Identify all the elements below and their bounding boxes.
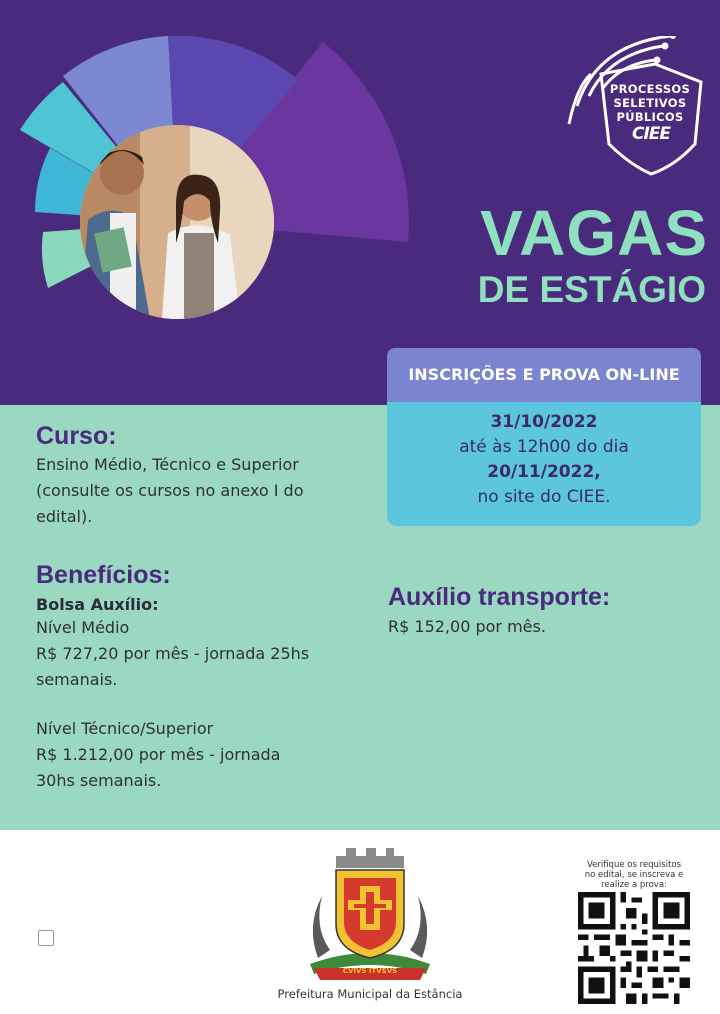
crest-motto: CVIVS ITVSVS xyxy=(342,967,398,975)
badge-line-3: PÚBLICOS xyxy=(616,110,684,124)
curso-text xyxy=(36,452,304,530)
ciee-logo: CIEE xyxy=(631,124,671,144)
qr-instructions xyxy=(572,860,696,890)
qr-code[interactable] xyxy=(578,892,690,1004)
nivel-medio-line-1: R$ 727,20 por mês - jornada 25hs xyxy=(36,644,310,663)
curso-line-1: Ensino Médio, Técnico e Superior xyxy=(36,455,299,474)
qr-text-line-3: realize a prova: xyxy=(601,880,667,890)
transporte-value: R$ 152,00 por mês. xyxy=(388,617,546,636)
nivel-medio-label: Nível Médio xyxy=(36,618,130,637)
document-icon xyxy=(38,930,54,946)
qr-text-line-2: no edital, se inscreva e xyxy=(584,870,684,880)
prefeitura-label: Prefeitura Municipal da Estância xyxy=(277,987,463,1001)
curso-heading: Curso: xyxy=(36,422,117,450)
qr-text-line-1: Verifique os requisitos xyxy=(586,860,682,870)
nivel-superior-line-2: 30hs semanais. xyxy=(36,771,162,790)
badge-text xyxy=(594,82,706,124)
inscricoes-dates-box xyxy=(387,402,701,526)
title-de-estagio: DE ESTÁGIO xyxy=(477,269,706,310)
title-vagas: VAGAS xyxy=(480,197,708,269)
date-until-text: até às 12h00 do dia xyxy=(459,437,629,457)
nivel-medio-line-2: semanais. xyxy=(36,670,118,689)
nivel-medio-block xyxy=(36,615,309,693)
badge-line-1: PROCESSOS xyxy=(609,82,691,96)
nivel-superior-block xyxy=(36,716,280,794)
municipal-crest-icon xyxy=(300,846,440,984)
badge-line-2: SELETIVOS xyxy=(613,96,687,110)
curso-line-2: (consulte os cursos no anexo I do xyxy=(36,481,304,500)
site-text: no site do CIEE. xyxy=(477,487,611,507)
students-photo xyxy=(80,125,274,319)
date-start: 31/10/2022 xyxy=(490,412,598,432)
transporte-heading: Auxílio transporte: xyxy=(388,583,611,611)
beneficios-heading: Benefícios: xyxy=(36,561,171,589)
inscricoes-header: INSCRIÇÕES E PROVA ON-LINE xyxy=(387,348,701,402)
bolsa-auxilio-label: Bolsa Auxílio: xyxy=(36,595,159,614)
date-end: 20/11/2022, xyxy=(487,462,601,482)
nivel-superior-label: Nível Técnico/Superior xyxy=(36,719,214,738)
curso-line-3: edital). xyxy=(36,507,93,526)
nivel-superior-line-1: R$ 1.212,00 por mês - jornada xyxy=(36,745,281,764)
